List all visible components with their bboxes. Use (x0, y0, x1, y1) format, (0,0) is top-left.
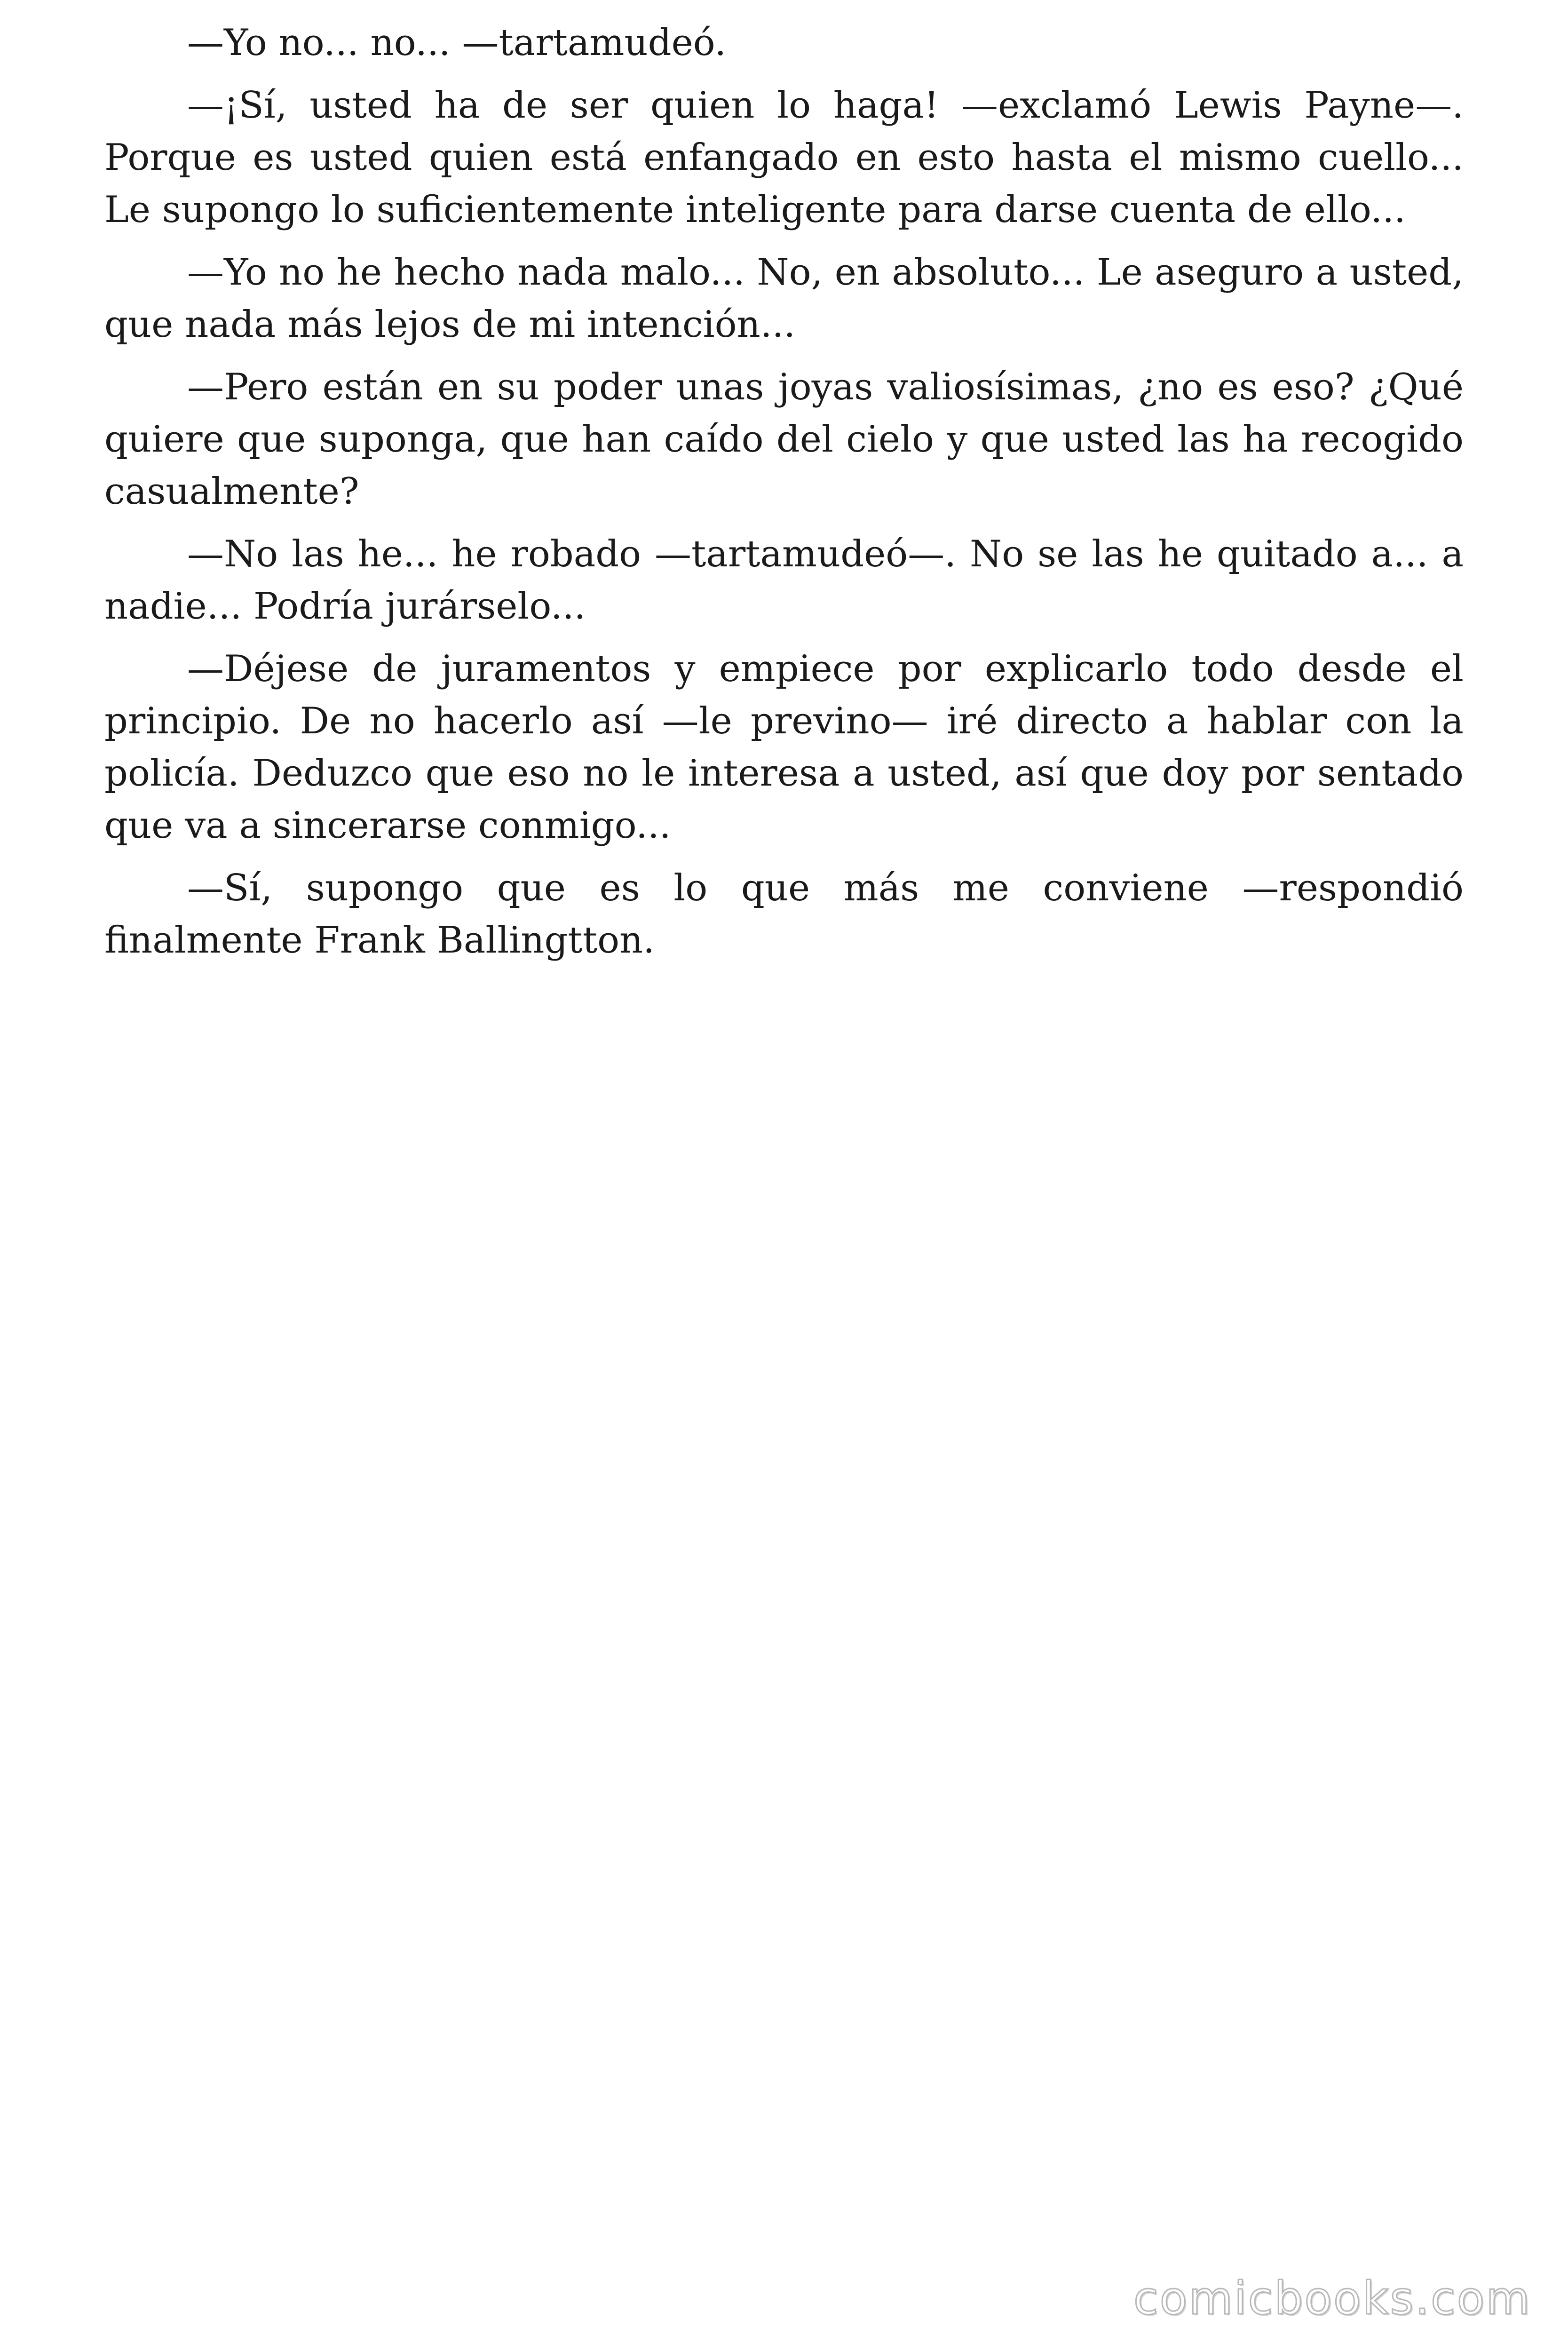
watermark: comicbooks.com (1133, 2272, 1531, 2325)
paragraph: —Yo no... no... —tartamudeó. (187, 22, 727, 64)
paragraph: —Déjese de juramentos y empiece por explicarlo todo desde el principio. De no hacerlo así —le previno— iré directo a hablar con la policía. Deduzco que eso no le interesa a usted, así que doy por sentado que va a sincerarse conmigo... (104, 648, 1464, 847)
paragraph: —No las he... he robado —tartamudeó—. No se las he quitado a... a nadie... Podría jurárselo... (104, 533, 1464, 628)
paragraph: —¡Sí, usted ha de ser quien lo haga! —exclamó Lewis Payne—. Porque es usted quien está enfangado en esto hasta el mismo cuello... Le supongo lo suficientemente inteligente para darse cuenta de ello... (104, 84, 1464, 231)
paragraph: —Sí, supongo que es lo que más me conviene —respondió finalmente Frank Ballingtton. (104, 867, 1464, 961)
body-text (104, 17, 1464, 977)
paragraph: —Yo no he hecho nada malo... No, en absoluto... Le aseguro a usted, que nada más lejos de mi intención... (104, 251, 1464, 346)
paragraph: —Pero están en su poder unas joyas valiosísimas, ¿no es eso? ¿Qué quiere que suponga, que han caído del cielo y que usted las ha recogido casualmente? (104, 366, 1464, 513)
